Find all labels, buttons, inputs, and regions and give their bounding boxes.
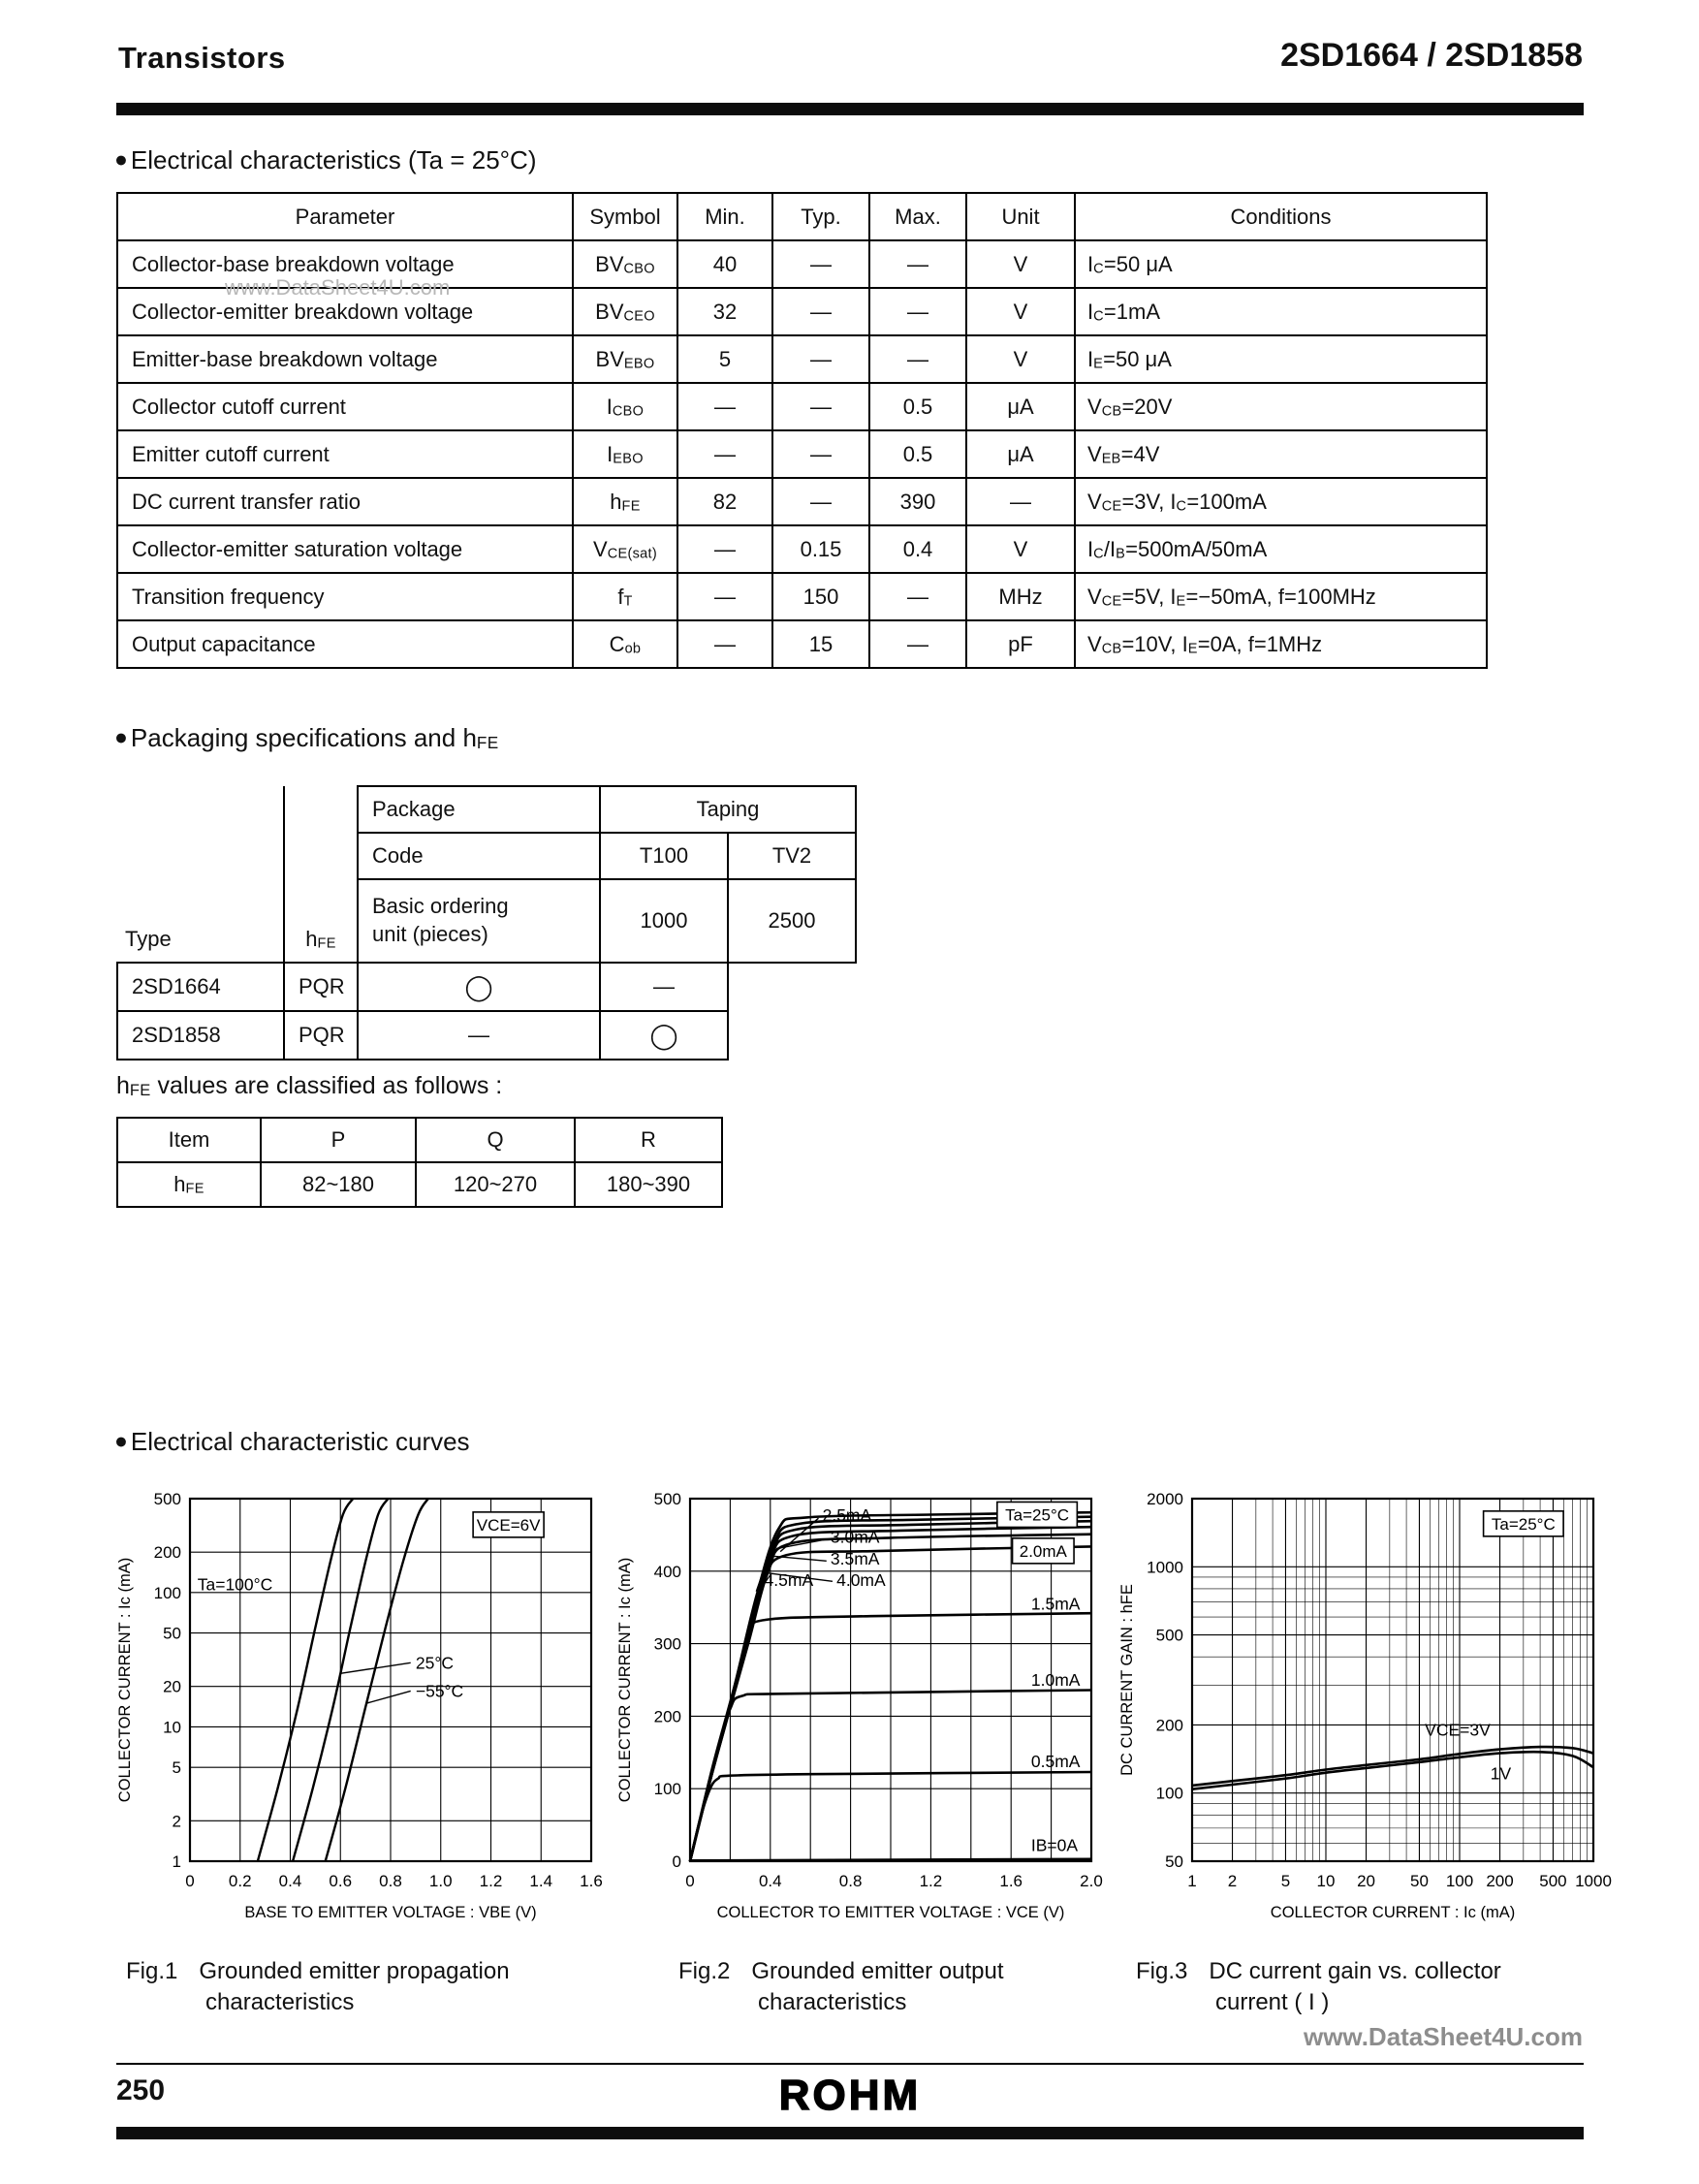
subscript-text: CBO: [623, 261, 655, 277]
table-row: [117, 573, 1487, 620]
fig3-tick-labels: [1147, 1490, 1612, 1890]
svg-text:1.6: 1.6: [999, 1872, 1023, 1890]
cell-typ: 0.15: [772, 525, 869, 573]
cell-unit: V: [966, 288, 1075, 335]
svg-text:VCE=3V: VCE=3V: [1425, 1720, 1491, 1740]
subscript-text: CE: [1101, 593, 1122, 610]
table-row: [117, 963, 856, 1011]
svg-text:500: 500: [1539, 1872, 1567, 1890]
subscript-text: T: [623, 593, 633, 610]
svg-text:Ta=100°C: Ta=100°C: [197, 1574, 273, 1595]
cell-max: —: [869, 573, 966, 620]
fig2-svg: [609, 1481, 1115, 1941]
cell-unit: MHz: [966, 573, 1075, 620]
cell-typ: —: [772, 383, 869, 430]
subscript-text: FE: [129, 1081, 151, 1099]
subscript-text: CB: [1101, 641, 1122, 657]
rohm-logo-svg: [753, 2071, 947, 2117]
table-row: [117, 240, 1487, 288]
svg-text:400: 400: [653, 1562, 681, 1581]
svg-text:0.8: 0.8: [379, 1872, 402, 1890]
fig1-caption-line1: [126, 1958, 510, 1985]
subscript-text: FE: [185, 1181, 205, 1197]
cell-conditions: VCE=5V, IE=−50mA, f=100MHz: [1075, 573, 1487, 620]
bullet-icon: ●: [114, 1428, 128, 1453]
fig3-caption-line2: current ( I ): [1215, 1989, 1330, 2015]
svg-text:COLLECTOR CURRENT : Ic (mA): COLLECTOR CURRENT : Ic (mA): [1270, 1904, 1516, 1921]
cell-parameter: DC current transfer ratio: [117, 478, 573, 525]
column-header: R: [575, 1118, 722, 1162]
cell-parameter: Emitter cutoff current: [117, 430, 573, 478]
table-row: [117, 335, 1487, 383]
svg-text:0.8: 0.8: [838, 1872, 863, 1890]
cell-not-available-dash: —: [358, 1011, 600, 1060]
svg-text:0: 0: [685, 1872, 695, 1890]
fig3-caption-text: DC current gain vs. collector: [1209, 1958, 1501, 1984]
subscript-text: EBO: [613, 451, 644, 467]
table-row: [117, 525, 1487, 573]
svg-text:2: 2: [172, 1812, 181, 1831]
svg-text:5: 5: [172, 1758, 181, 1778]
cell-conditions: VCB=20V: [1075, 383, 1487, 430]
subscript-text: E: [1187, 641, 1198, 657]
svg-text:1.4: 1.4: [529, 1872, 553, 1890]
fig2-curve-IB=0A: [690, 1859, 1091, 1861]
cell-max: —: [869, 288, 966, 335]
subscript-text: CEO: [623, 308, 655, 325]
cell-available-circle: ◯: [600, 1011, 728, 1060]
cell-parameter: Collector-emitter saturation voltage: [117, 525, 573, 573]
header-rule: [116, 103, 1584, 115]
fig2-annotations: [765, 1502, 1081, 1854]
cell-min: 5: [677, 335, 772, 383]
cell-type: 2SD1858: [117, 1011, 284, 1060]
svg-text:100: 100: [653, 1780, 681, 1799]
subscript-text: E: [1093, 356, 1104, 372]
subscript-text: EB: [1101, 451, 1121, 467]
packaging-title-pre: Packaging specifications and h: [130, 723, 477, 752]
section-electrical-title: [114, 145, 536, 175]
fig3-series: [1192, 1747, 1593, 1789]
svg-text:200: 200: [153, 1543, 181, 1563]
svg-text:1.6: 1.6: [580, 1872, 603, 1890]
cell-parameter: Transition frequency: [117, 573, 573, 620]
cell-unit-label: [358, 879, 600, 963]
cell-symbol: fT: [573, 573, 677, 620]
svg-text:50: 50: [1165, 1852, 1183, 1871]
svg-text:2: 2: [1227, 1872, 1238, 1890]
doc-category-title: Transistors: [118, 41, 286, 75]
svg-text:0.5mA: 0.5mA: [1030, 1751, 1081, 1771]
corner-hfe: hFE: [284, 786, 358, 963]
cell-type: 2SD1664: [117, 963, 284, 1011]
cell-symbol: BVEBO: [573, 335, 677, 383]
hfe-classification-table: [116, 1117, 723, 1208]
cell-conditions: IC/IB=500mA/50mA: [1075, 525, 1487, 573]
table-row: [117, 478, 1487, 525]
svg-text:2.0mA: 2.0mA: [1019, 1541, 1067, 1561]
cell-max: 390: [869, 478, 966, 525]
section-title-text: Electrical characteristics (Ta = 25°C): [130, 145, 537, 174]
svg-text:4.0mA: 4.0mA: [836, 1569, 886, 1590]
table-row: [117, 786, 856, 833]
cell-min: —: [677, 573, 772, 620]
svg-text:2.0: 2.0: [1080, 1872, 1103, 1890]
svg-text:1.0mA: 1.0mA: [1030, 1670, 1081, 1690]
cell-parameter: Emitter-base breakdown voltage: [117, 335, 573, 383]
cell-hfe-range: 180~390: [575, 1162, 722, 1207]
cell-unit: V: [966, 335, 1075, 383]
cell-conditions: VEB=4V: [1075, 430, 1487, 478]
subscript-text: B: [1116, 546, 1126, 562]
column-header: Item: [117, 1118, 261, 1162]
fig2-label: Fig.2: [678, 1958, 731, 1984]
svg-text:1V: 1V: [1490, 1763, 1512, 1784]
cell-max: —: [869, 620, 966, 668]
cell-code-value: TV2: [728, 833, 856, 879]
cell-min: —: [677, 620, 772, 668]
fig2-caption-text: Grounded emitter output: [751, 1958, 1004, 1984]
cell-code-label: Code: [358, 833, 600, 879]
svg-text:300: 300: [653, 1634, 681, 1654]
column-header: P: [261, 1118, 416, 1162]
column-header: Max.: [869, 193, 966, 240]
subscript-text: C: [1093, 308, 1104, 325]
cell-min: 32: [677, 288, 772, 335]
bullet-icon: ●: [114, 146, 128, 172]
svg-text:VCE=6V: VCE=6V: [476, 1515, 541, 1535]
cell-unit-value: 2500: [728, 879, 856, 963]
svg-text:20: 20: [163, 1677, 181, 1696]
table-header-row: [117, 193, 1487, 240]
table-header-row: [117, 1118, 722, 1162]
column-header: Q: [416, 1118, 575, 1162]
section-title-text: Electrical characteristic curves: [130, 1427, 470, 1456]
svg-text:COLLECTOR CURRENT : Ic (mA): COLLECTOR CURRENT : Ic (mA): [616, 1557, 634, 1803]
cell-hfe-range: 120~270: [416, 1162, 575, 1207]
svg-text:0: 0: [185, 1872, 195, 1890]
cell-unit-value: 1000: [600, 879, 728, 963]
svg-text:1000: 1000: [1575, 1872, 1612, 1890]
svg-text:2000: 2000: [1147, 1490, 1183, 1508]
cell-symbol: ICBO: [573, 383, 677, 430]
corner-type: Type: [117, 786, 284, 963]
cell-conditions: VCB=10V, IE=0A, f=1MHz: [1075, 620, 1487, 668]
cell-symbol: VCE(sat): [573, 525, 677, 573]
table-row: [117, 620, 1487, 668]
subscript-text: E: [1176, 593, 1186, 610]
svg-text:Ta=25°C: Ta=25°C: [1005, 1505, 1070, 1525]
svg-text:1: 1: [172, 1852, 181, 1871]
cell-parameter: Output capacitance: [117, 620, 573, 668]
cell-hfe-rank: PQR: [284, 1011, 358, 1060]
fig3-chart: [1111, 1481, 1617, 1946]
svg-text:10: 10: [1316, 1872, 1336, 1890]
fig3-caption: [1136, 1958, 1501, 2016]
svg-text:200: 200: [1155, 1716, 1183, 1735]
cell-typ: —: [772, 288, 869, 335]
fig3-grid: [1192, 1499, 1593, 1861]
cell-conditions: IE=50 μA: [1075, 335, 1487, 383]
subscript-text: CE: [1101, 498, 1122, 515]
column-header: Typ.: [772, 193, 869, 240]
cell-typ: —: [772, 335, 869, 383]
section-title-text: [131, 723, 499, 752]
page-number: 250: [116, 2074, 166, 2106]
cell-unit: V: [966, 525, 1075, 573]
svg-text:4.5mA: 4.5mA: [764, 1569, 814, 1590]
table-row: [117, 1011, 856, 1060]
unit-label-line1: Basic ordering: [372, 894, 509, 919]
cell-code-value: T100: [600, 833, 728, 879]
svg-text:3.0mA: 3.0mA: [830, 1527, 880, 1547]
part-number-title: 2SD1664 / 2SD1858: [1280, 37, 1583, 74]
column-header: Symbol: [573, 193, 677, 240]
subscript-text: EBO: [623, 356, 655, 372]
fig1-series: [258, 1499, 428, 1861]
cell-min: —: [677, 383, 772, 430]
fig1-grid: [190, 1499, 591, 1861]
svg-text:DC CURRENT GAIN : hFE: DC CURRENT GAIN : hFE: [1118, 1584, 1136, 1776]
subscript-text: FE: [621, 498, 641, 515]
svg-text:25°C: 25°C: [415, 1653, 454, 1673]
packaging-table-container: [116, 785, 857, 1060]
electrical-characteristics-table: [116, 192, 1488, 669]
hfe-classification-table-container: [116, 1117, 723, 1208]
cell-min: —: [677, 430, 772, 478]
fig3-curve-VCE=1V: [1192, 1752, 1593, 1789]
cell-symbol: hFE: [573, 478, 677, 525]
cell-typ: —: [772, 478, 869, 525]
fig3-annotations: [1425, 1511, 1563, 1784]
svg-text:0.4: 0.4: [758, 1872, 782, 1890]
subscript-text: CB: [1101, 403, 1122, 420]
svg-text:20: 20: [1357, 1872, 1376, 1890]
svg-text:200: 200: [1486, 1872, 1514, 1890]
hfe-note-rest: values are classified as follows :: [150, 1072, 503, 1099]
fig2-chart: [609, 1481, 1115, 1946]
rohm-logo: [753, 2071, 947, 2122]
fig2-axis-titles: [616, 1558, 1064, 1921]
cell-hfe-rank: PQR: [284, 963, 358, 1011]
svg-text:500: 500: [653, 1490, 681, 1508]
svg-text:COLLECTOR CURRENT : Ic (mA): COLLECTOR CURRENT : Ic (mA): [116, 1557, 134, 1803]
footer-rule: [116, 2063, 1584, 2065]
fig1-caption-line2: characteristics: [205, 1989, 355, 2015]
svg-text:3.5mA: 3.5mA: [830, 1549, 880, 1569]
svg-text:1.2: 1.2: [479, 1872, 503, 1890]
cell-typ: 150: [772, 573, 869, 620]
cell-unit: —: [966, 478, 1075, 525]
cell-typ: 15: [772, 620, 869, 668]
fig3-frame: [1192, 1499, 1593, 1861]
svg-text:COLLECTOR TO EMITTER VOLTAGE :: COLLECTOR TO EMITTER VOLTAGE : VCE (V): [716, 1904, 1065, 1921]
bullet-icon: ●: [114, 724, 128, 749]
cell-typ: —: [772, 430, 869, 478]
cell-max: —: [869, 335, 966, 383]
cell-parameter: Collector cutoff current: [117, 383, 573, 430]
svg-text:0.2: 0.2: [228, 1872, 252, 1890]
cell-hfe-label: hFE: [117, 1162, 261, 1207]
column-header: Min.: [677, 193, 772, 240]
svg-text:−55°C: −55°C: [415, 1681, 464, 1701]
svg-text:100: 100: [153, 1583, 181, 1602]
cell-symbol: IEBO: [573, 430, 677, 478]
cell-max: 0.4: [869, 525, 966, 573]
table-row: [117, 430, 1487, 478]
svg-text:100: 100: [1445, 1872, 1474, 1890]
cell-symbol: BVCBO: [573, 240, 677, 288]
svg-text:100: 100: [1155, 1784, 1183, 1803]
svg-text:1: 1: [1187, 1872, 1197, 1890]
cell-typ: —: [772, 240, 869, 288]
svg-text:1.2: 1.2: [919, 1872, 943, 1890]
svg-text:500: 500: [1155, 1626, 1183, 1645]
electrical-characteristics-table-container: [116, 192, 1488, 669]
cell-unit: μA: [966, 430, 1075, 478]
watermark-top: www.DataSheet4U.com: [225, 275, 451, 300]
subscript-text: CE(sat): [607, 546, 657, 562]
cell-symbol: Cob: [573, 620, 677, 668]
svg-text:500: 500: [153, 1490, 181, 1508]
fig1-caption-text: Grounded emitter propagation: [199, 1958, 510, 1984]
svg-text:BASE TO EMITTER VOLTAGE : VBE: BASE TO EMITTER VOLTAGE : VBE (V): [244, 1904, 537, 1921]
hfe-note: [116, 1072, 502, 1100]
subscript-text: C: [1176, 498, 1187, 515]
table-row: [117, 383, 1487, 430]
fig3-svg: [1111, 1481, 1617, 1941]
cell-max: 0.5: [869, 430, 966, 478]
table-row: [117, 1162, 722, 1207]
subscript-text: C: [1093, 546, 1104, 562]
fig2-caption: [678, 1958, 1004, 2016]
svg-text:1.0: 1.0: [428, 1872, 453, 1890]
cell-conditions: IC=50 μA: [1075, 240, 1487, 288]
svg-text:Ta=25°C: Ta=25°C: [1491, 1514, 1556, 1534]
cell-max: —: [869, 240, 966, 288]
cell-hfe-range: 82~180: [261, 1162, 416, 1207]
subscript-text: ob: [624, 641, 642, 657]
cell-unit: V: [966, 240, 1075, 288]
svg-text:1.5mA: 1.5mA: [1030, 1594, 1081, 1614]
unit-label-line2: unit (pieces): [372, 922, 488, 946]
packaging-table: [116, 785, 857, 1060]
cell-unit: pF: [966, 620, 1075, 668]
rohm-logo-text: ROHM: [778, 2072, 921, 2117]
hfe-note-pre: h: [116, 1072, 130, 1099]
fig1-chart: [109, 1481, 614, 1946]
cell-min: 82: [677, 478, 772, 525]
fig1-label: Fig.1: [126, 1958, 178, 1984]
subscript-text: FE: [476, 733, 499, 753]
fig1-svg: [109, 1481, 614, 1941]
cell-min: —: [677, 525, 772, 573]
subscript-text: CBO: [612, 403, 645, 420]
subscript-text: FE: [317, 935, 336, 952]
column-header: Parameter: [117, 193, 573, 240]
cell-not-available-dash: —: [600, 963, 728, 1011]
fig3-label: Fig.3: [1136, 1958, 1188, 1984]
fig1-tick-labels: [154, 1490, 603, 1890]
cell-conditions: VCE=3V, IC=100mA: [1075, 478, 1487, 525]
fig3-caption-line1: [1136, 1958, 1501, 1985]
svg-text:5: 5: [1280, 1872, 1291, 1890]
cell-unit: μA: [966, 383, 1075, 430]
cell-taping-label: Taping: [600, 786, 856, 833]
fig1-caption: [126, 1958, 510, 2016]
fig2-caption-line1: [678, 1958, 1004, 1985]
svg-text:0.4: 0.4: [278, 1872, 302, 1890]
footer-bar: [116, 2127, 1584, 2139]
svg-text:1000: 1000: [1147, 1558, 1183, 1577]
cell-parameter: Collector-emitter breakdown voltage: [117, 288, 573, 335]
table-row: [117, 288, 1487, 335]
cell-parameter: Collector-base breakdown voltage: [117, 240, 573, 288]
column-header: Unit: [966, 193, 1075, 240]
cell-available-circle: ◯: [358, 963, 600, 1011]
svg-text:50: 50: [163, 1624, 181, 1643]
section-curves-title: [114, 1427, 470, 1457]
column-header: Conditions: [1075, 193, 1487, 240]
cell-min: 40: [677, 240, 772, 288]
subscript-text: C: [1093, 261, 1104, 277]
svg-text:50: 50: [1409, 1872, 1429, 1890]
svg-text:0.6: 0.6: [329, 1872, 353, 1890]
watermark-bottom: www.DataSheet4U.com: [1303, 2022, 1583, 2051]
svg-text:IB=0A: IB=0A: [1030, 1835, 1079, 1855]
svg-text:0: 0: [672, 1852, 681, 1871]
svg-text:2.5mA: 2.5mA: [822, 1505, 872, 1526]
section-packaging-title: [114, 723, 498, 753]
fig2-caption-line2: characteristics: [758, 1989, 907, 2015]
cell-conditions: IC=1mA: [1075, 288, 1487, 335]
svg-text:10: 10: [163, 1718, 181, 1737]
cell-max: 0.5: [869, 383, 966, 430]
cell-package-label: Package: [358, 786, 600, 833]
cell-symbol: BVCEO: [573, 288, 677, 335]
svg-text:200: 200: [653, 1707, 681, 1726]
